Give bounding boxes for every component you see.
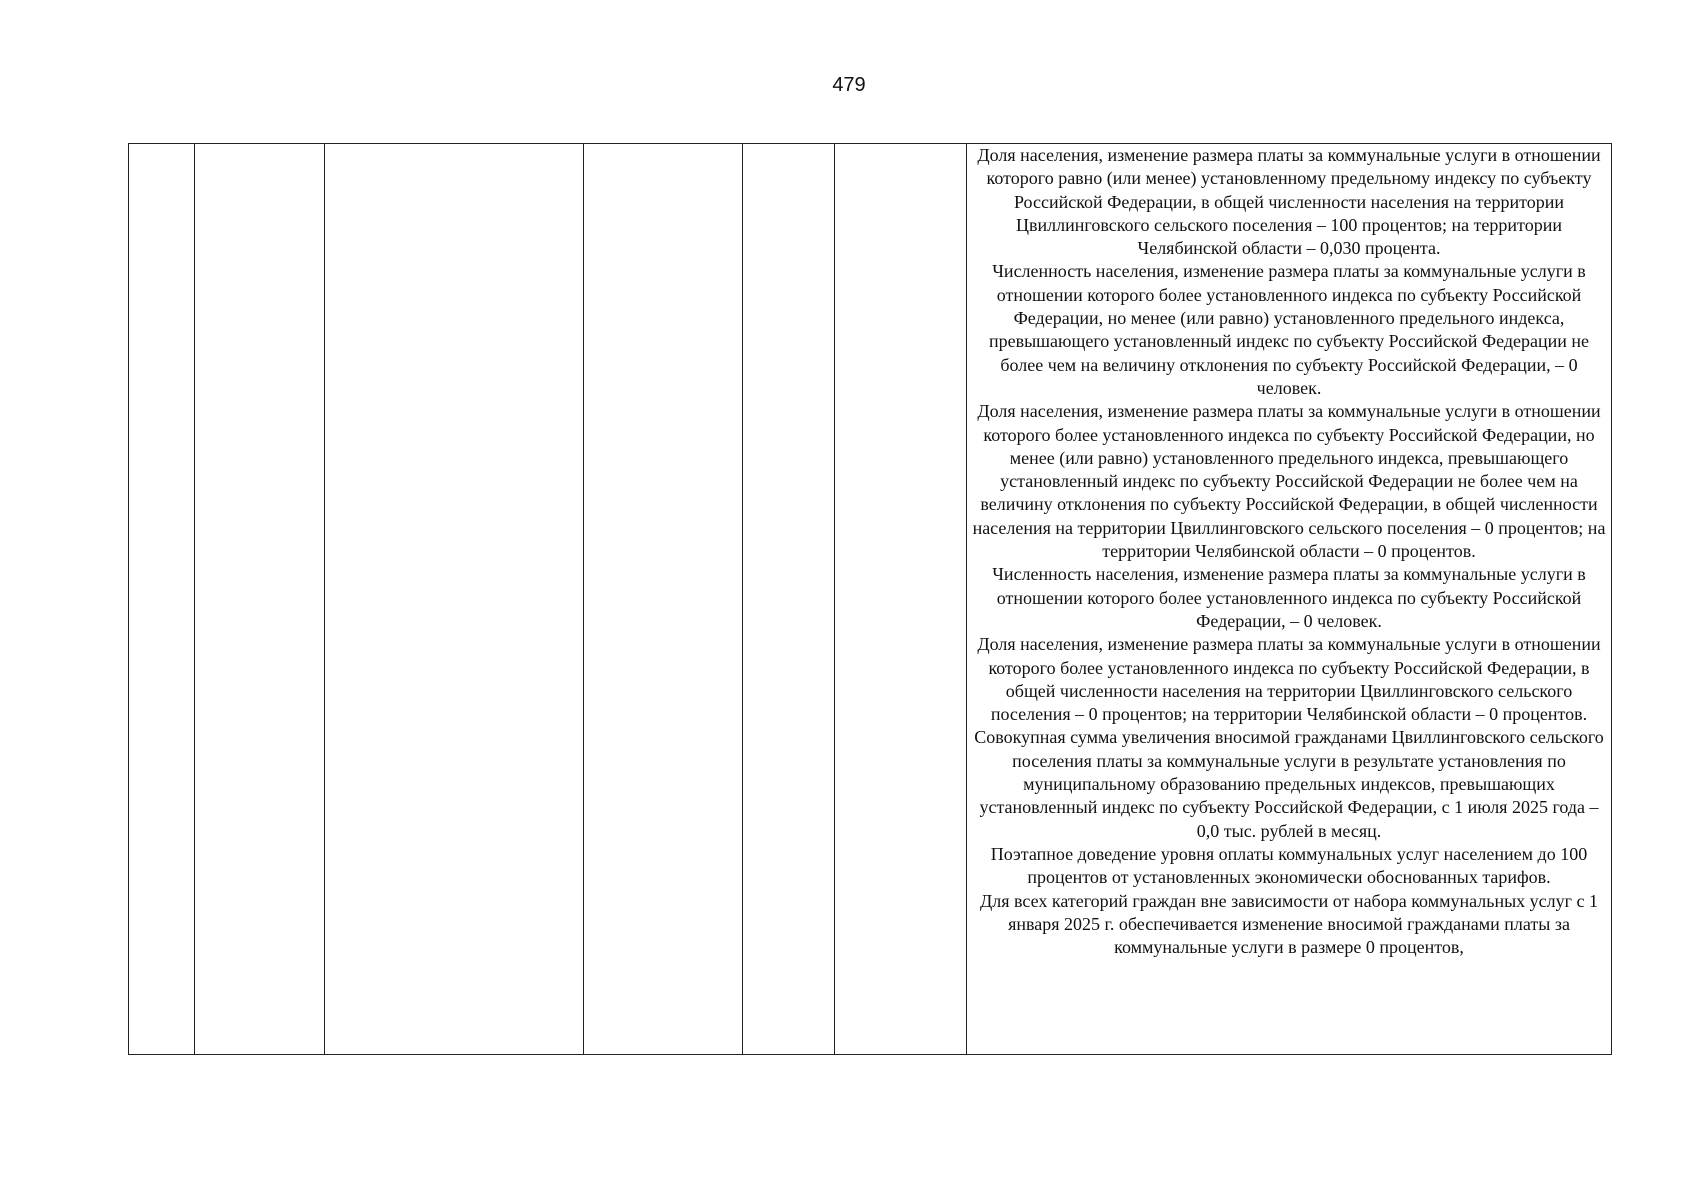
paragraph-population-count-above-index: Численность населения, изменение размера платы за коммунальные услуги в отношении которого более установленного индекса по субъекту Российской Федерации, – 0 человек. xyxy=(992,564,1586,631)
table-cell-empty-3 xyxy=(325,144,584,1055)
table-cell-text xyxy=(967,144,1612,1055)
paragraph-gradual-payment-level: Поэтапное доведение уровня оплаты коммунальных услуг населением до 100 процентов от установленных экономически обоснованных тарифов. xyxy=(990,843,1588,888)
table-row xyxy=(129,144,1612,1055)
table-cell-empty-6 xyxy=(835,144,967,1055)
paragraph-population-share-within-limit: Доля населения, изменение размера платы за коммунальные услуги в отношении которого равно (или менее) установленному предельному индексу по субъекту Российской Федерации, в общей численности населения на территории Цвиллинговского сельского поселения – 100 процентов; на территории Челябинской области – 0,030 процента. xyxy=(977,145,1601,259)
paragraph-all-categories-change: Для всех категорий граждан вне зависимости от набора коммунальных услуг с 1 января 2025 г. обеспечивается изменение вносимой гражданами платы за коммунальные услуги в размере 0 процентов, xyxy=(979,890,1599,958)
paragraph-population-count-above-index-within-limit: Численность населения, изменение размера платы за коммунальные услуги в отношении которого более установленного индекса по субъекту Российской Федерации, но менее (или равно) установленного предельного индекса, превышающего установленный индекс по субъекту Российской Федерации не более чем на величину отклонения по субъекту Российской Федерации, – 0 человек. xyxy=(988,261,1590,398)
paragraph-population-share-above-index: Доля населения, изменение размера платы за коммунальные услуги в отношении которого более установленного индекса по субъекту Российской Федерации, в общей численности населения на территории Цвиллинговского сельского поселения – 0 процентов; на территории Челябинской области – 0 процентов. xyxy=(977,634,1601,725)
page-number: 479 xyxy=(832,74,866,96)
table-cell-empty-1 xyxy=(129,144,195,1055)
table-cell-empty-4 xyxy=(584,144,743,1055)
document-table xyxy=(128,143,1612,1055)
paragraph-total-payment-increase: Совокупная сумма увеличения вносимой гражданами Цвиллинговского сельского поселения платы за коммунальные услуги в результате установления по муниципальному образованию предельных индексов, превышающих установленный индекс по субъекту Российской Федерации, с 1 июля 2025 года – 0,0 тыс. рублей в месяц. xyxy=(974,727,1604,841)
paragraph-population-share-above-index-within-limit: Доля населения, изменение размера платы за коммунальные услуги в отношении которого более установленного индекса по субъекту Российской Федерации, но менее (или равно) установленного предельного индекса, превышающего установленный индекс по субъекту Российской Федерации не более чем на величину отклонения по субъекту Российской Федерации, в общей численности населения на территории Цвиллинговского сельского поселения – 0 процентов; на территории Челябинской области – 0 процентов. xyxy=(972,401,1606,562)
table-cell-empty-2 xyxy=(195,144,325,1055)
table-cell-empty-5 xyxy=(743,144,835,1055)
